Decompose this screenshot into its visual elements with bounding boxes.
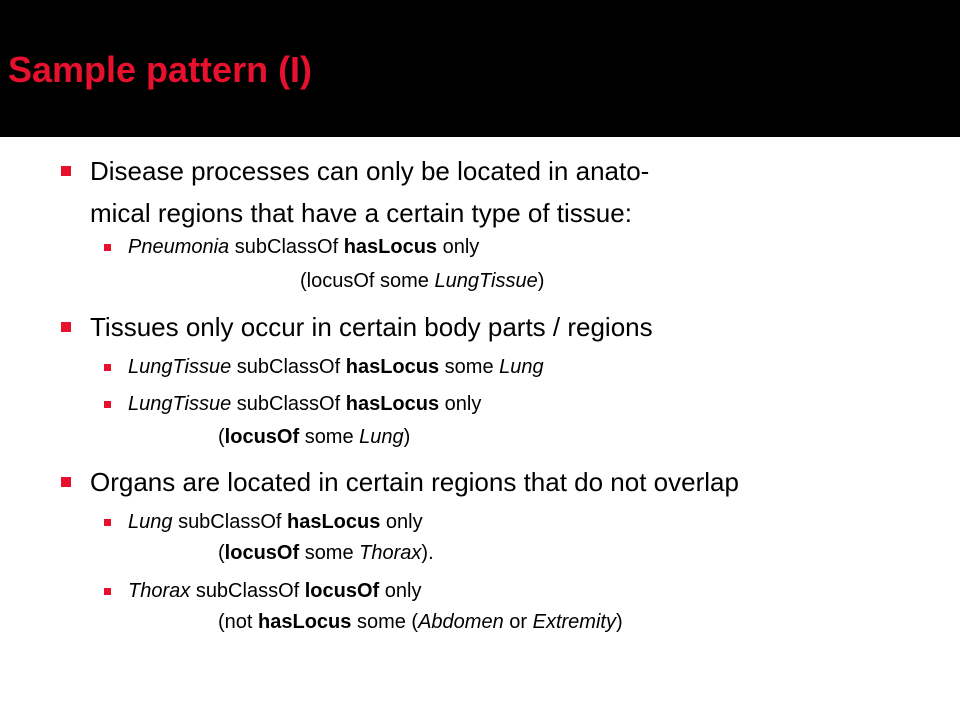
- sub-bullet-square-icon: [104, 364, 111, 371]
- class-term: Lung: [499, 356, 544, 378]
- expression-text: (: [218, 542, 225, 564]
- class-term: Lung: [128, 511, 173, 533]
- bullet-1-line-2: mical regions that have a certain type of tissue:: [90, 198, 632, 228]
- bullet-2-sub-2-continuation: [218, 424, 410, 450]
- bullet-3-text: Organs are located in certain regions that do not overlap: [90, 467, 739, 497]
- relation: subClassOf: [236, 356, 341, 378]
- class-term: Pneumonia: [128, 236, 230, 258]
- sub-bullet-square-icon: [104, 588, 111, 595]
- class-term: Thorax: [359, 542, 422, 564]
- property: hasLocus: [343, 236, 438, 258]
- quantifier: only: [385, 511, 423, 533]
- quantifier: only: [444, 393, 482, 415]
- expression-text: some (: [356, 611, 419, 633]
- class-term: LungTissue: [128, 393, 232, 415]
- sub-bullet-square-icon: [104, 519, 111, 526]
- expression-text: some: [304, 542, 360, 564]
- bullet-square-icon: [61, 166, 71, 176]
- class-term: Abdomen: [418, 611, 504, 633]
- relation: subClassOf: [234, 236, 339, 258]
- sub-bullet-square-icon: [104, 244, 111, 251]
- slide-title: Sample pattern (I): [8, 49, 313, 90]
- quantifier: only: [442, 236, 480, 258]
- property: hasLocus: [345, 393, 440, 415]
- relation: subClassOf: [236, 393, 341, 415]
- bullet-3-sub-2: [128, 578, 421, 604]
- bullet-2-sub-2: [128, 391, 481, 417]
- class-term: Lung: [359, 426, 404, 448]
- property: locusOf: [304, 580, 380, 602]
- relation: subClassOf: [178, 511, 282, 533]
- bullet-3-sub-2-continuation: [218, 609, 623, 635]
- expression-text: (locusOf some: [300, 270, 435, 292]
- property: hasLocus: [287, 511, 381, 533]
- class-term: LungTissue: [434, 270, 538, 292]
- bullet-1-line-1: Disease processes can only be located in anato-: [90, 156, 650, 186]
- expression-text: ): [537, 270, 545, 292]
- bullet-2-text: Tissues only occur in certain body parts / regions: [90, 312, 653, 342]
- quantifier: only: [384, 580, 422, 602]
- property: hasLocus: [345, 356, 440, 378]
- bullet-3-sub-1: [128, 509, 423, 535]
- expression-text: (: [218, 426, 225, 448]
- expression-text: ).: [421, 542, 434, 564]
- bullet-square-icon: [61, 477, 71, 487]
- class-term: LungTissue: [128, 356, 232, 378]
- property: locusOf: [224, 542, 300, 564]
- class-term: Thorax: [128, 580, 191, 602]
- property: hasLocus: [258, 611, 352, 633]
- expression-text: ): [615, 611, 623, 633]
- bullet-3-sub-1-continuation: [218, 540, 434, 566]
- expression-text: (not: [218, 611, 259, 633]
- sub-bullet-square-icon: [104, 401, 111, 408]
- bullet-square-icon: [61, 322, 71, 332]
- bullet-1-sub-1-continuation: [300, 268, 544, 294]
- expression-text: some: [304, 426, 360, 448]
- expression-text: ): [403, 426, 411, 448]
- bullet-2-sub-1: [128, 354, 544, 380]
- quantifier: some: [444, 356, 494, 378]
- relation: subClassOf: [195, 580, 300, 602]
- property: locusOf: [224, 426, 300, 448]
- bullet-1-sub-1: [128, 234, 479, 260]
- expression-text: or: [503, 611, 533, 633]
- class-term: Extremity: [532, 611, 616, 633]
